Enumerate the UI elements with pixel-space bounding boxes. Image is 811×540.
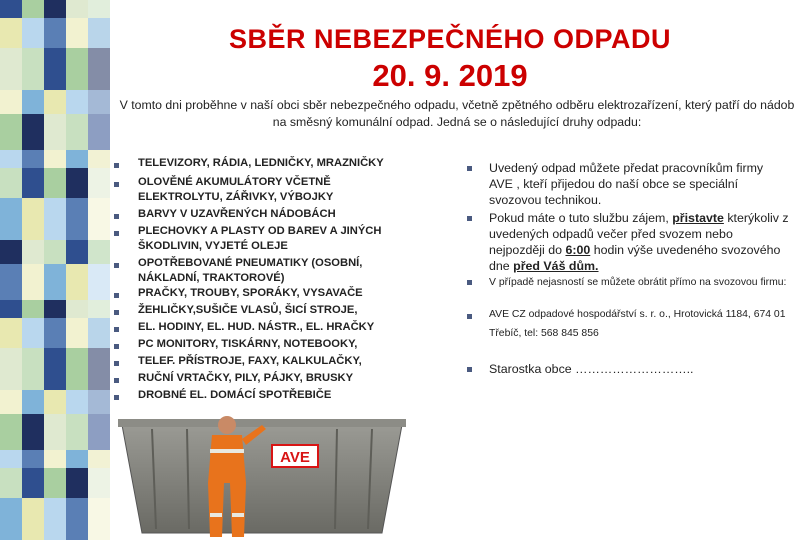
place-out-emphasis: přistavte — [672, 211, 724, 225]
bullet-icon — [114, 395, 119, 400]
bullet-icon — [114, 182, 119, 187]
bullet-icon — [467, 280, 472, 285]
bullet-icon — [114, 263, 119, 268]
waste-type-label: PLECHOVKY A PLASTY OD BAREV A JINÝCH ŠKODLIVIN, VYJETÉ OLEJE — [138, 225, 382, 252]
waste-type-label: TELEVIZORY, RÁDIA, LEDNIČKY, MRAZNIČKY — [138, 157, 384, 169]
page-title: SBĚR NEBEZPEČNÉHO ODPADU — [228, 24, 672, 54]
bullet-icon — [467, 314, 472, 319]
bullet-icon — [114, 327, 119, 332]
waste-type-label: PRAČKY, TROUBY, SPORÁKY, VYSAVAČE — [138, 287, 363, 299]
handover-text: Uvedený odpad můžete předat pracovníkům firmy AVE , kteří přijedou do naší obce se speciální svozovou technikou. — [489, 161, 764, 207]
location-emphasis: před Váš dům. — [513, 259, 599, 273]
waste-type-label: DROBNÉ EL. DOMÁCÍ SPOTŘEBIČE — [138, 389, 332, 401]
bullet-icon — [467, 216, 472, 221]
bullet-icon — [114, 378, 119, 383]
bullet-icon — [114, 231, 119, 236]
company-contact: AVE CZ odpadové hospodářství s. r. o., Hrotovická 1184, 674 01 Třebíč, tel: 568 845 856 — [489, 309, 786, 339]
interest-text: Pokud máte o tuto službu zájem, přistavte kterýkoliv z uvedených odpadů večer před svozem nebo nejpozději do 6:00 hodin výše uvedeného svozového dne před Váš dům. — [489, 211, 789, 273]
waste-container-illustration — [112, 405, 412, 540]
bullet-icon — [467, 367, 472, 372]
waste-type-label: OPOTŘEBOVANÉ PNEUMATIKY (OSOBNÍ, NÁKLADNÍ, TRAKTOROVÉ) — [138, 257, 363, 284]
bullet-icon — [467, 166, 472, 171]
time-emphasis: 6:00 — [565, 243, 591, 257]
waste-type-label: BARVY V UZAVŘENÝCH NÁDOBÁCH — [138, 208, 336, 220]
waste-type-label: RUČNÍ VRTAČKY, PILY, PÁJKY, BRUSKY — [138, 372, 354, 384]
decorative-stripe — [0, 0, 115, 540]
bullet-icon — [114, 344, 119, 349]
waste-type-label: ŽEHLIČKY,SUŠIČE VLASŮ, ŠICÍ STROJE, — [138, 304, 358, 316]
signature-line: Starostka obce ……………………….. — [489, 362, 694, 376]
collection-date: 20. 9. 2019 — [372, 58, 528, 93]
intro-text: V tomto dni proběhne v naší obci sběr nebezpečného odpadu, včetně zpětného odběru elektrozařízení, který patří do nádob na směsný komunální odpad. Jedná se o následující druhy odpadu: — [119, 98, 795, 129]
container-logo-text: AVE — [280, 449, 310, 466]
waste-type-label: TELEF. PŘÍSTROJE, FAXY, KALKULAČKY, — [138, 355, 362, 367]
waste-type-label: PC MONITORY, TISKÁRNY, NOTEBOOKY, — [138, 338, 358, 350]
bullet-icon — [114, 361, 119, 366]
bullet-icon — [114, 214, 119, 219]
waste-type-label: EL. HODINY, EL. HUD. NÁSTR., EL. HRAČKY — [138, 321, 375, 333]
uncertainty-text: V případě nejasností se můžete obrátit přímo na svozovou firmu: — [489, 277, 787, 288]
bullet-icon — [114, 293, 119, 298]
bullet-icon — [114, 163, 119, 168]
waste-type-label: OLOVĚNÉ AKUMULÁTORY VČETNĚ ELEKTROLYTU, ZÁŘIVKY, VÝBOJKY — [138, 176, 334, 203]
bullet-icon — [114, 310, 119, 315]
